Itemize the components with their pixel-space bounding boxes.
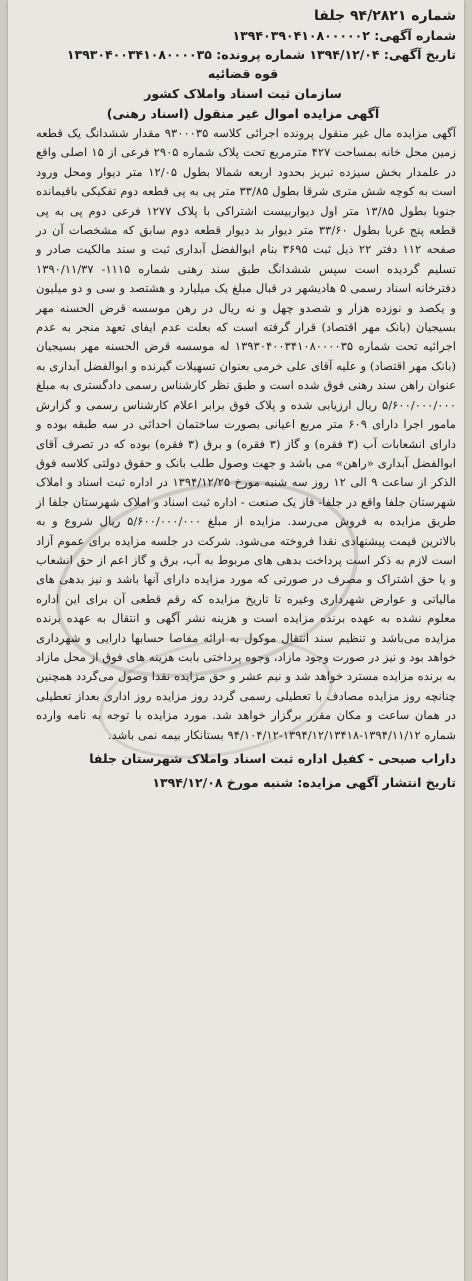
notice-column [30,6,456,793]
signature-line: داراب صبحی - کفیل اداره ثبت اسناد واملاک شهرستان جلفا [89,751,456,766]
notice-number: شماره آگهی: ۱۳۹۴۰۳۹۰۴۱۰۸۰۰۰۰۰۲ [232,28,456,43]
notice-date-case: تاریخ آگهی: ۱۳۹۴/۱۲/۰۴ شماره پرونده: ۱۳۹۳۰۴۰۰۳۴۱۰۸۰۰۰۰۳۵ [66,47,456,62]
notice-title: آگهی مزایده اموال غیر منقول (اسناد رهنی) [106,106,380,121]
notice-serial-number: شماره ۹۴/۲۸۲۱ جلفا [313,8,456,24]
newspaper-clipping [8,0,464,1281]
organization-heading: سازمان ثبت اسناد واملاک کشور [144,86,342,101]
publish-date: تاریخ انتشار آگهی مزایده: شنبه مورخ ۱۳۹۴/۱۲/۰۸ [152,775,456,790]
notice-body: آگهی مزایده مال غیر منقول پرونده اجرائی کلاسه ۹۳۰۰۰۳۵ مقدار ششدانگ یک قطعه زمین محل خانه بمساحت ۴۲۷ مترمربع تحت پلاک شماره ۲۹۰۵ فرعی از ۱۵ اصلی واقع در علمدار بخش سیزده تبریز بحدود اربعه شمالا بطول ۱۲/۰۵ متر دیوار ومحل ورود است به کوچه شش متری شرقا بطول ۳۳/۸۵ متر پی به پی قطعه دوم تفکیکی باقیمانده جنوبا بطول ۱۳/۸۵ متر اول دیواربیست اشتراکی با پلاک ۱۲۷۷ فرعی دوم پی به پی قطعه پنج غربا بطول ۳۳/۶۰ متر دیوار بد دیوار قطعه دوم سابق که مشخصات آن در صفحه ۱۱۲ دفتر ۲۲ ذیل ثبت ۳۶۹۵ بنام ابوالفضل آبداری ثبت و سند مالکیت صادر و تسلیم گردیده است سپس ششدانگ طبق سند رهنی شماره ۱۱۱۵- ۱۳۹۰/۱۱/۳۷ دفترخانه اسناد رسمی ۵ هادیشهر در قبال مبلغ یک میلیارد و هشتصد و سی و دو میلیون و یکصد و نوزده هزار و شصدو چهل و نه ریال در رهن موسسه قرض الحسنه مهر بسیجیان (بانک مهر اقتصاد) قرار گرفته است که بعلت عدم ایفای تعهد منجر به عدم اجرائیه تحت شماره ۱۳۹۳۰۴۰۰۳۴۱۰۸۰۰۰۰۳۵ له موسسه قرض الحسنه مهر بسیجیان (بانک مهر اقتصاد) و علیه آقای علی خرمی بعنوان تسهیلات گیرنده و ابوالفضل آبداری به عنوان راهن سند رهنی فوق شده است و طبق نظر کارشناس رسمی دادگستری به مبلغ ۵/۶۰۰/۰۰۰/۰۰۰ ریال ارزیابی شده و پلاک فوق برابر اعلام کارشناس رسمی و گزارش مامور اجرا دارای ۶۰۹ متر مربع اعیانی بصورت ساختمان احداثی در سه طبقه بوده و دارای انشعابات آب (۳ فقره) و گاز (۳ فقره) و برق (۳ فقره) بوده که در تصرف آقای ابوالفضل آبداری «راهن» می باشد و جهت وصول طلب بانک و حقوق دولتی کلاسه فوق الذکر از ساعت ۹ الی ۱۲ روز سه شنبه مورخ ۱۳۹۴/۱۲/۲۵ در اداره ثبت اسناد و املاک شهرستان جلفا واقع در جلفا- فاز یک صنعت - اداره ثبت اسناد و املاک شهرستان جلفا از طریق مزایده به فروش می‌رسد. مزایده از مبلغ ۵/۶۰۰/۰۰۰/۰۰۰ ریال شروع و به بالاترین قیمت پیشنهادی نقدا فروخته می‌شود. شرکت در جلسه مزایده برای عموم آزاد است لازم به ذکر است پرداخت بدهی های مربوط به آب، برق و گاز اعم از حق انشعاب و یا حق اشتراک و مصرف در صورتی که مورد مزایده دارای آنها باشد و نیز بدهی های مالیاتی و عوارض شهرداری وغیره تا تاریخ مزایده که رقم قطعی آن برای این اداره معلوم نشده به عهده برنده مزایده است و هزینه نشر آگهی و انتقال به عهده برنده مزایده می‌باشد و تنظیم سند انتقال موکول به ارائه مفاصا حسابها دارایی و شهرداری خواهد بود و نیز در صورت وجود مازاد، وجوه پرداختی بابت هزینه های فوق از محل مازاد به برنده مزایده مسترد خواهد شد و نیم عشر و حق مزایده نقدا وصول می‌گردد همچنین چنانچه روز مزایده مصادف با تعطیلی رسمی گردد روز مزایده روز اداری بعداز تعطیلی در همان ساعت و مکان مقرر برگزار خواهد شد. مورد مزایده با توجه به نامه وارده شماره ۱۳۹۴/۱۱/۱۲-۱۳۹۴/۱۲/۱۳۴۱۸-۹۴/۱۰۴/۱۲ بستانکار بیمه نمی باشد. [36,126,457,742]
judiciary-heading: قوه قضائیه [207,66,279,81]
